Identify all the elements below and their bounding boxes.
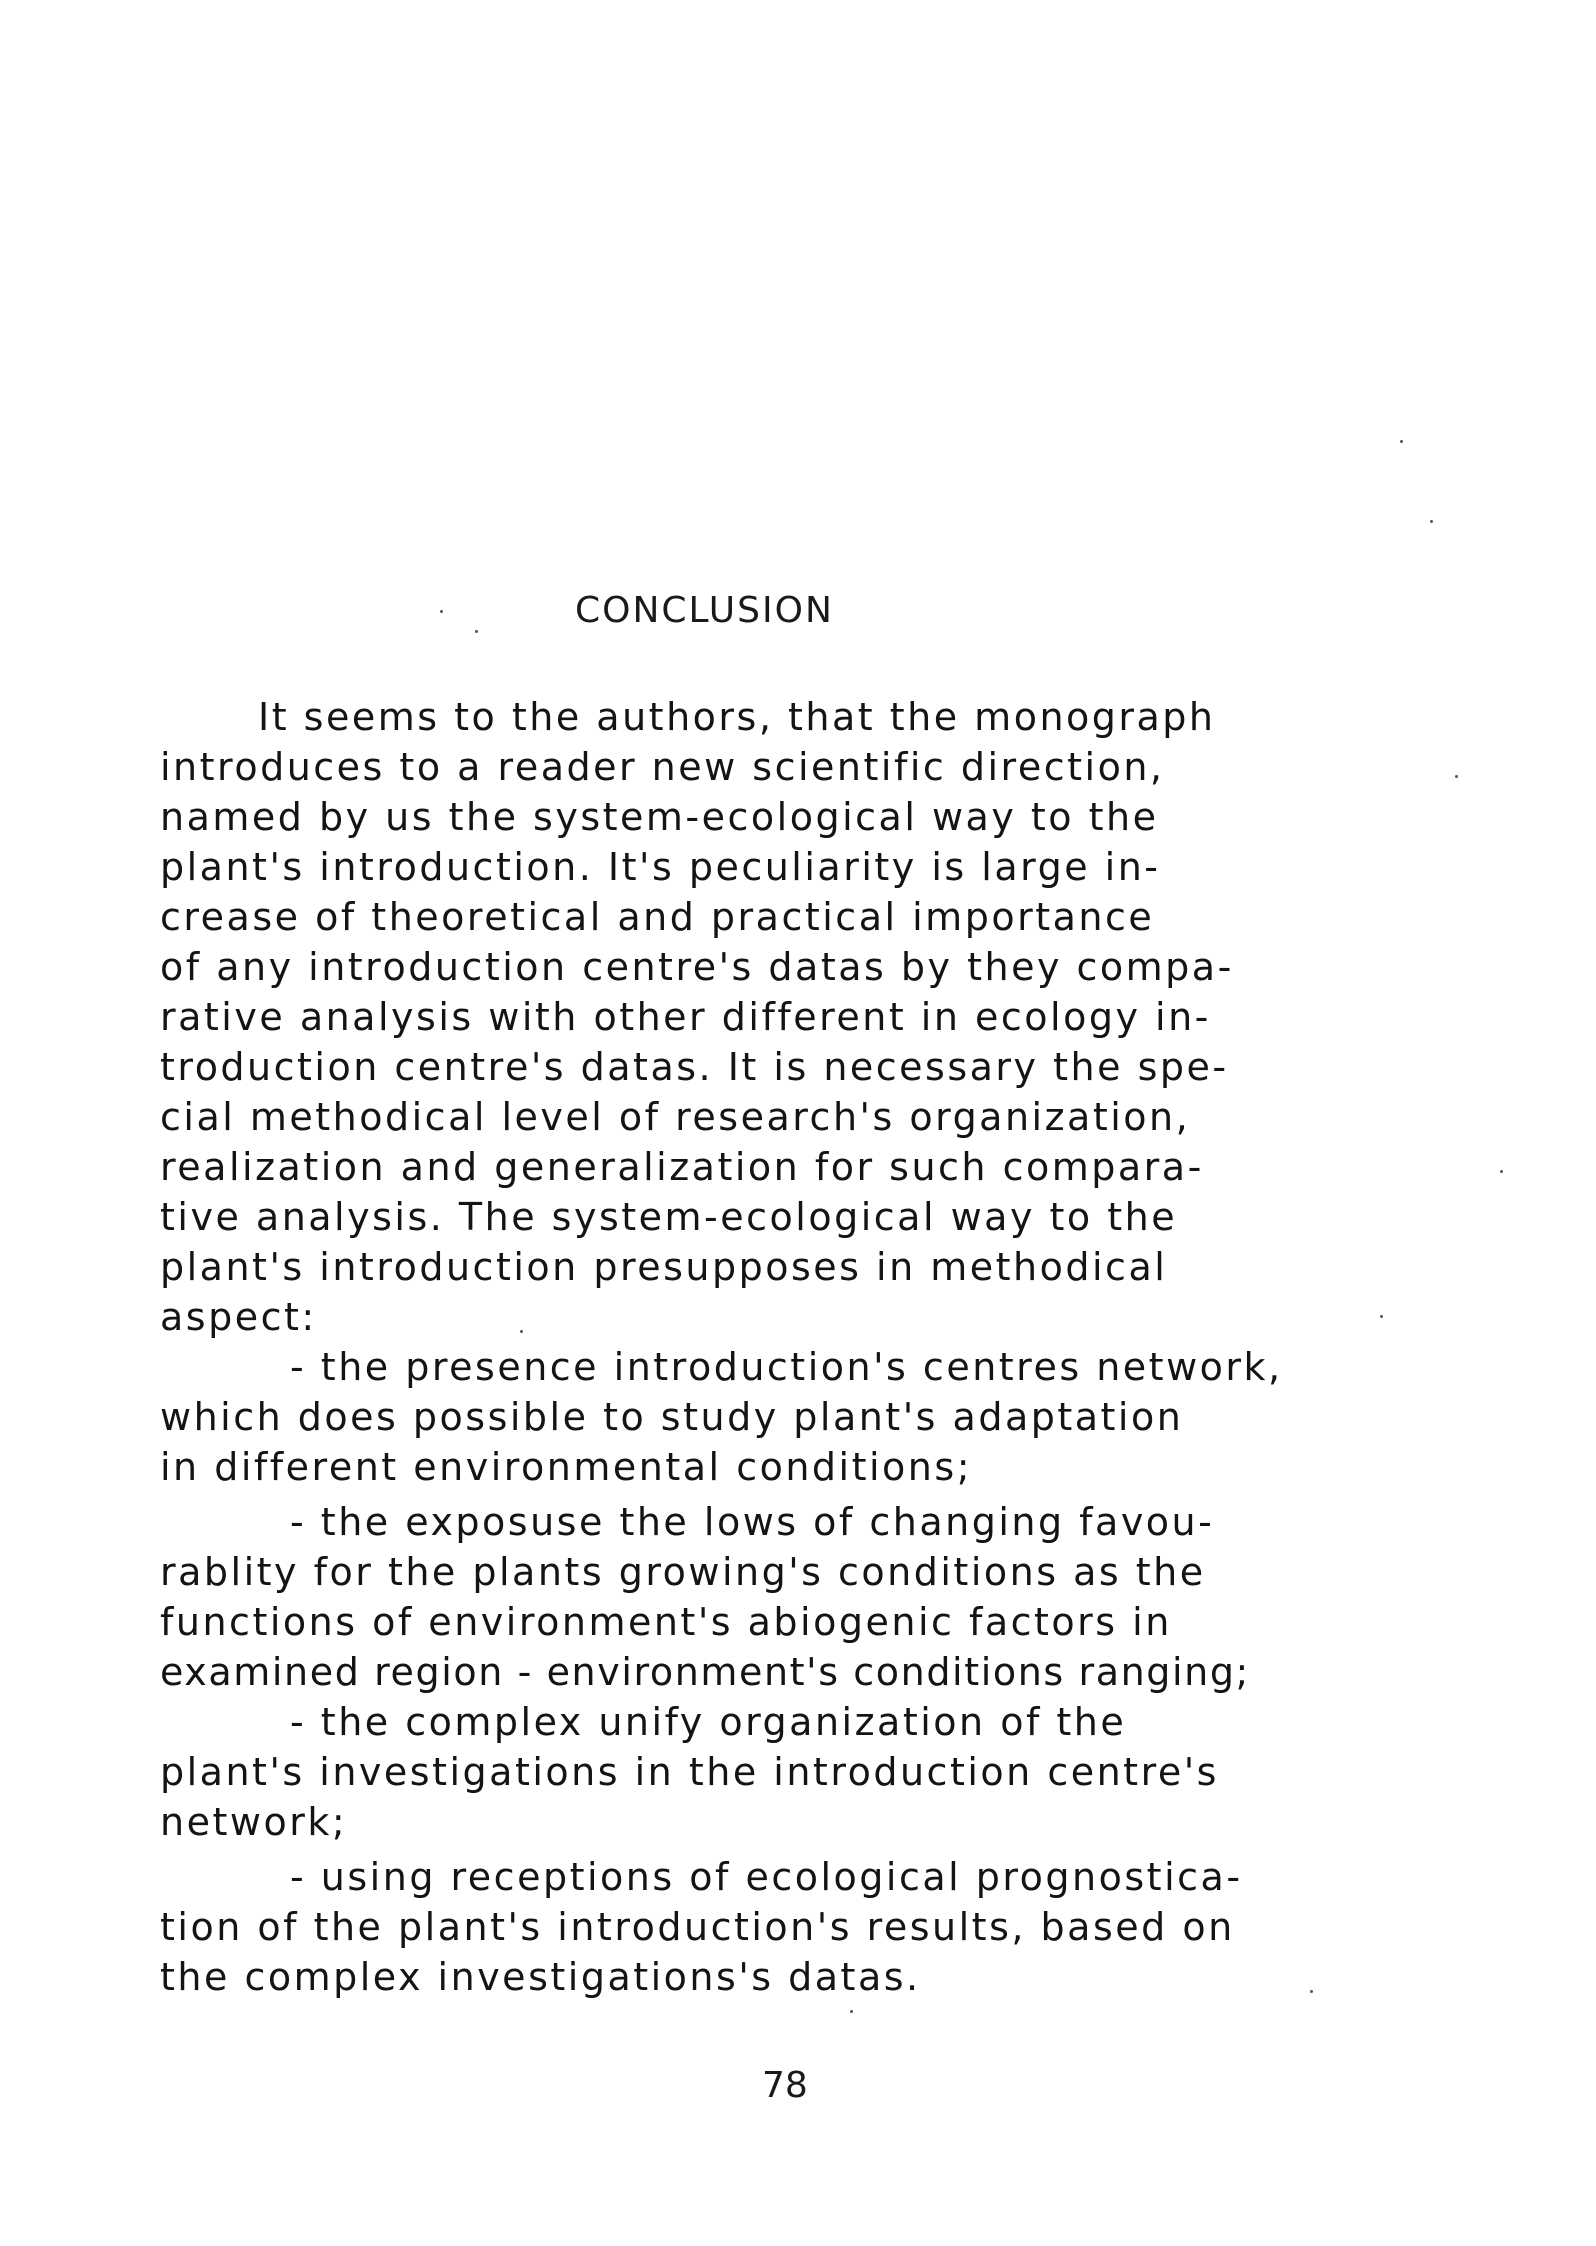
- scan-speck: [1500, 1170, 1503, 1173]
- list-item-line: - the exposuse the lows of changing favou-: [290, 1500, 1215, 1544]
- scan-speck: [1310, 1990, 1313, 1993]
- paragraph-line: It seems to the authors, that the monograph: [258, 695, 1216, 739]
- list-item-line: network;: [160, 1800, 348, 1844]
- list-item-line: examined region - environment's conditions ranging;: [160, 1650, 1250, 1694]
- page-number: 78: [762, 2065, 808, 2106]
- list-item-line: plant's investigations in the introduction centre's: [160, 1750, 1219, 1794]
- paragraph-line: rative analysis with other different in ecology in-: [160, 995, 1211, 1039]
- scan-speck: [1430, 520, 1433, 523]
- paragraph-line: plant's introduction presupposes in methodical: [160, 1245, 1168, 1289]
- list-item-line: - the complex unify organization of the: [290, 1700, 1127, 1744]
- list-item-line: which does possible to study plant's adaptation: [160, 1395, 1184, 1439]
- paragraph-line: of any introduction centre's datas by they compa-: [160, 945, 1234, 989]
- paragraph-line: aspect:: [160, 1295, 317, 1339]
- scan-speck: [1380, 1315, 1383, 1318]
- paragraph-line: realization and generalization for such compara-: [160, 1145, 1204, 1189]
- list-item-line: functions of environment's abiogenic factors in: [160, 1600, 1172, 1644]
- list-item-line: in different environmental conditions;: [160, 1445, 972, 1489]
- paragraph-line: troduction centre's datas. It is necessary the spe-: [160, 1045, 1229, 1089]
- paragraph-line: tive analysis. The system-ecological way to the: [160, 1195, 1178, 1239]
- paragraph-line: named by us the system-ecological way to the: [160, 795, 1159, 839]
- page-title: CONCLUSION: [575, 590, 834, 631]
- paragraph-line: cial methodical level of research's organization,: [160, 1095, 1191, 1139]
- scan-speck: [850, 2010, 853, 2013]
- paragraph-line: introduces to a reader new scientific direction,: [160, 745, 1165, 789]
- list-item-line: - the presence introduction's centres network,: [290, 1345, 1283, 1389]
- paragraph-line: plant's introduction. It's peculiarity is large in-: [160, 845, 1161, 889]
- scan-speck: [475, 630, 478, 633]
- scan-speck: [1455, 775, 1458, 778]
- list-item-line: - using receptions of ecological prognostica-: [290, 1855, 1243, 1899]
- scan-speck: [440, 610, 443, 613]
- scan-speck: [1400, 440, 1403, 443]
- paragraph-line: crease of theoretical and practical importance: [160, 895, 1155, 939]
- list-item-line: tion of the plant's introduction's results, based on: [160, 1905, 1235, 1949]
- list-item-line: the complex investigations's datas.: [160, 1955, 921, 1999]
- scan-speck: [520, 1330, 523, 1333]
- list-item-line: rablity for the plants growing's conditions as the: [160, 1550, 1206, 1594]
